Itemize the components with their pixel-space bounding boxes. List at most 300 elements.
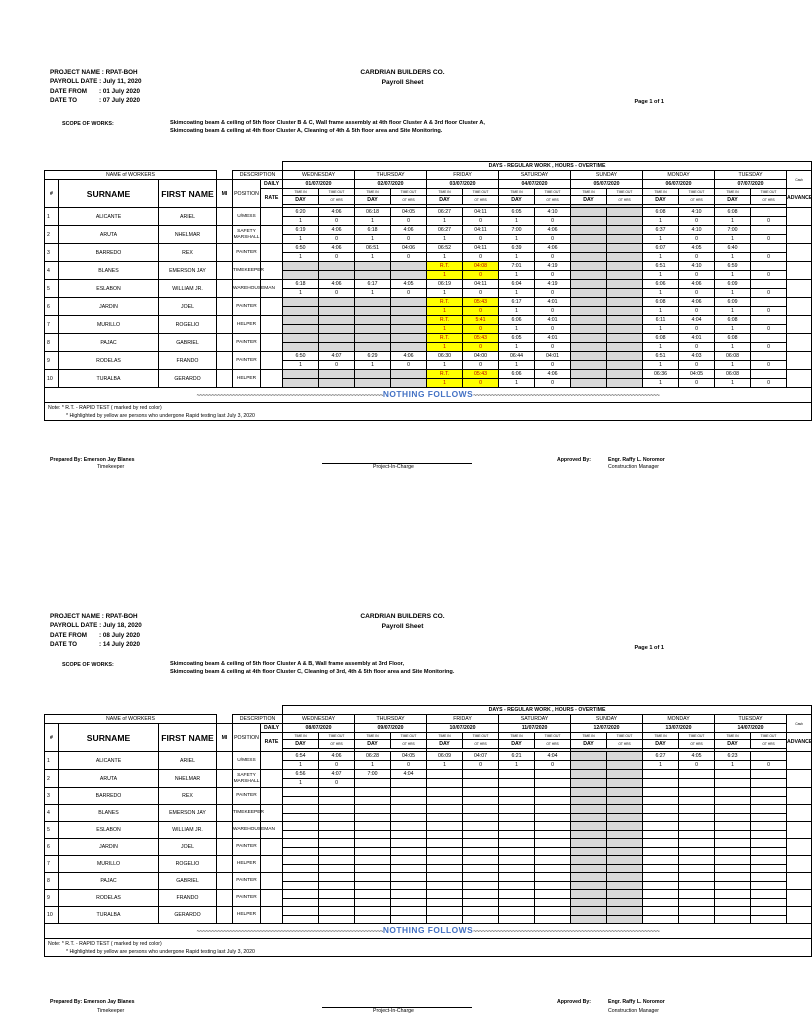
time-out-cell <box>463 856 499 865</box>
time-out-cell: 4:10 <box>679 226 715 235</box>
day-cell <box>355 813 391 822</box>
day-cell: 1 <box>643 235 679 244</box>
time-out-cell <box>607 856 643 865</box>
ot-hrs-cell: 0 <box>535 379 571 388</box>
ot-hrs-header: OT HRS <box>463 740 499 749</box>
time-out-cell <box>319 822 355 831</box>
ot-hrs-cell <box>751 881 787 890</box>
ot-hrs-cell <box>607 864 643 873</box>
daily-header: DAILY <box>261 180 283 189</box>
days-header: DAYS - REGULAR WORK , HOURS - OVERTIME <box>283 706 812 715</box>
day-cell: 1 <box>499 343 535 352</box>
worker-mi <box>217 352 233 370</box>
day-cell: 1 <box>283 289 319 298</box>
ot-hrs-header: OT HRS <box>679 740 715 749</box>
time-in-cell <box>571 262 607 271</box>
day-cell: 1 <box>499 379 535 388</box>
worker-mi <box>217 907 233 924</box>
time-out-header: TIME OUT <box>319 189 355 196</box>
day-cell <box>355 847 391 856</box>
time-out-cell <box>607 244 643 253</box>
time-in-cell: 6:20 <box>283 208 319 217</box>
day-cell <box>571 847 607 856</box>
time-in-cell <box>499 788 535 797</box>
worker-daily-rate <box>261 298 283 316</box>
time-in-cell: 6:50 <box>283 352 319 361</box>
time-in-header: TIME IN <box>643 189 679 196</box>
time-out-cell <box>535 788 571 797</box>
time-out-cell <box>607 907 643 916</box>
worker-mi <box>217 208 233 226</box>
cash-header: Cash <box>787 171 812 189</box>
worker-surname: RODELAS <box>59 890 159 907</box>
time-out-cell <box>607 822 643 831</box>
worker-position: PAINTER <box>233 873 261 890</box>
ot-hrs-cell: 0 <box>535 253 571 262</box>
advance-cell <box>787 856 812 873</box>
ot-hrs-cell <box>319 796 355 805</box>
ot-hrs-cell: 0 <box>679 289 715 298</box>
time-in-cell <box>715 890 751 899</box>
advance-cell <box>787 208 812 226</box>
day-cell: 1 <box>643 307 679 316</box>
time-in-cell <box>427 890 463 899</box>
rate-header: RATE <box>261 189 283 208</box>
day-cell: 1 <box>643 361 679 370</box>
day-header: DAY <box>643 740 679 749</box>
ot-hrs-cell <box>607 307 643 316</box>
sheet-title: Payroll Sheet <box>381 622 424 630</box>
time-out-cell: 04:11 <box>463 244 499 253</box>
day-cell <box>643 864 679 873</box>
ot-hrs-cell <box>319 379 355 388</box>
time-in-cell <box>571 873 607 882</box>
firstname-header: FIRST NAME <box>159 180 217 208</box>
scope-line-2: Skimcoating beam & ceiling at 4th floor Cluster C, Cleaning of 3rd, 4th & 5th floor area and Site Monitoring. <box>170 668 455 675</box>
payroll-table-1 <box>44 161 812 421</box>
worker-mi <box>217 244 233 262</box>
time-in-cell: 6:50 <box>283 244 319 253</box>
ot-hrs-cell <box>679 881 715 890</box>
worker-mi <box>217 822 233 839</box>
ot-hrs-cell <box>607 271 643 280</box>
ot-hrs-cell: 0 <box>463 217 499 226</box>
time-in-cell <box>355 334 391 343</box>
time-out-cell <box>535 856 571 865</box>
ot-hrs-cell <box>607 813 643 822</box>
ot-hrs-cell <box>607 881 643 890</box>
payroll-date: PAYROLL DATE : July 11, 2020 <box>50 78 142 86</box>
time-out-cell <box>535 770 571 779</box>
time-in-header: TIME IN <box>283 733 319 740</box>
time-out-cell <box>319 370 355 379</box>
time-out-cell <box>607 316 643 325</box>
day-cell: 1 <box>715 253 751 262</box>
time-out-header: TIME OUT <box>607 733 643 740</box>
ot-hrs-cell <box>391 864 427 873</box>
advance-cell <box>787 788 812 805</box>
day-cell <box>571 813 607 822</box>
day-cell <box>283 830 319 839</box>
time-out-cell <box>319 907 355 916</box>
worker-position: TIMEKEEPER <box>233 805 261 822</box>
day-cell: 1 <box>355 217 391 226</box>
worker-position: PAINTER <box>233 839 261 856</box>
worker-firstname: WILLIAM JR. <box>159 280 217 298</box>
time-out-cell <box>535 805 571 814</box>
number-header: # <box>45 180 59 208</box>
time-in-cell <box>355 856 391 865</box>
time-in-cell: 06:19 <box>427 280 463 289</box>
day-name-header: WEDNESDAY <box>283 171 355 180</box>
ot-hrs-header: OT HRS <box>751 740 787 749</box>
day-header: DAY <box>355 740 391 749</box>
time-out-cell <box>607 839 643 848</box>
time-out-cell <box>319 334 355 343</box>
time-in-cell <box>571 890 607 899</box>
day-cell <box>355 796 391 805</box>
worker-surname: BLANES <box>59 262 159 280</box>
time-in-cell <box>283 822 319 831</box>
prepared-by: Prepared By: Emerson Jay Blanes <box>50 999 135 1005</box>
date-header: 04/07/2020 <box>499 180 571 189</box>
time-out-cell <box>751 873 787 882</box>
day-cell <box>499 898 535 907</box>
time-in-cell <box>715 907 751 916</box>
day-cell <box>283 881 319 890</box>
ot-hrs-cell: 0 <box>391 361 427 370</box>
time-in-cell <box>283 873 319 882</box>
worker-surname: ALICANTE <box>59 208 159 226</box>
day-header: DAY <box>715 740 751 749</box>
time-in-cell: 6:27 <box>643 752 679 761</box>
time-out-cell: 4:07 <box>319 352 355 361</box>
day-cell <box>571 361 607 370</box>
ot-hrs-header: OT HRS <box>535 740 571 749</box>
ot-hrs-cell <box>319 864 355 873</box>
worker-surname: BLANES <box>59 805 159 822</box>
time-in-cell: 06:52 <box>427 244 463 253</box>
day-cell <box>499 813 535 822</box>
timekeeper-title: Timekeeper <box>97 1008 125 1014</box>
wave-separator-left: ~~~~~~~~~~~~~~~~~~~~~~~~~~~~~~~~~~~~~~~~~~~~~~~~~~~~~~~~~~~~~~ <box>196 393 383 399</box>
day-name-header: SUNDAY <box>571 171 643 180</box>
worker-mi <box>217 856 233 873</box>
advance-cell <box>787 907 812 924</box>
date-header: 08/07/2020 <box>283 724 355 733</box>
day-cell <box>571 379 607 388</box>
time-in-cell <box>571 298 607 307</box>
worker-position: HELPER <box>233 856 261 873</box>
time-in-cell <box>283 805 319 814</box>
time-out-cell: 04:07 <box>463 752 499 761</box>
nothing-follows-text: NOTHING FOLLOWS <box>382 389 474 399</box>
ot-hrs-cell <box>391 796 427 805</box>
worker-firstname: FRANDO <box>159 352 217 370</box>
page-number: Page 1 of 1 <box>634 645 664 651</box>
time-out-header: TIME OUT <box>679 733 715 740</box>
day-cell <box>355 915 391 924</box>
ot-hrs-cell <box>535 864 571 873</box>
day-cell: 1 <box>283 253 319 262</box>
time-in-cell: 06:08 <box>715 370 751 379</box>
ot-hrs-cell <box>319 830 355 839</box>
day-cell: 1 <box>643 379 679 388</box>
day-cell <box>355 343 391 352</box>
ot-hrs-cell <box>535 830 571 839</box>
day-cell: 1 <box>499 307 535 316</box>
time-in-cell <box>355 890 391 899</box>
scope-line-2: Skimcoating beam & ceiling at 4th floor Cluster A, Cleaning of 4th & 5th floor area and Site Monitoring. <box>170 127 443 134</box>
time-out-cell: 4:01 <box>535 298 571 307</box>
day-name-header: WEDNESDAY <box>283 715 355 724</box>
worker-position: HELPER <box>233 907 261 924</box>
day-name-header: TUESDAY <box>715 171 787 180</box>
time-out-cell <box>607 208 643 217</box>
worker-surname: ALICANTE <box>59 752 159 770</box>
worker-daily-rate <box>261 770 283 788</box>
date-to: DATE TO : 07 July 2020 <box>50 97 140 105</box>
ot-hrs-cell: 0 <box>535 289 571 298</box>
scope-label: SCOPE OF WORKS: <box>62 662 114 668</box>
worker-position: PAINTER <box>233 334 261 352</box>
ot-hrs-cell <box>463 796 499 805</box>
time-in-cell <box>499 907 535 916</box>
time-out-cell <box>319 839 355 848</box>
ot-hrs-cell <box>751 915 787 924</box>
time-in-cell <box>715 839 751 848</box>
day-cell <box>715 813 751 822</box>
time-in-cell: 6:09 <box>715 298 751 307</box>
timekeeper-title: Timekeeper <box>97 464 125 470</box>
date-header: 14/07/2020 <box>715 724 787 733</box>
ot-hrs-cell: 0 <box>751 235 787 244</box>
time-out-cell <box>751 208 787 217</box>
day-cell <box>283 898 319 907</box>
day-name-header: SATURDAY <box>499 715 571 724</box>
worker-mi <box>217 890 233 907</box>
ot-hrs-header: OT HRS <box>319 740 355 749</box>
day-name-header: THURSDAY <box>355 171 427 180</box>
day-cell <box>571 830 607 839</box>
worker-position: SAFETY MARSHALL <box>233 226 261 244</box>
time-in-cell: 6:08 <box>643 298 679 307</box>
time-in-cell <box>571 334 607 343</box>
time-in-header: TIME IN <box>499 189 535 196</box>
ot-hrs-header: OT HRS <box>319 196 355 205</box>
time-out-cell: 05:43 <box>463 334 499 343</box>
ot-hrs-cell <box>607 830 643 839</box>
worker-mi <box>217 788 233 805</box>
time-out-cell <box>319 856 355 865</box>
day-cell <box>715 779 751 788</box>
time-out-cell <box>751 298 787 307</box>
row-number: 7 <box>45 316 59 334</box>
approved-by: Approved By: <box>557 457 592 463</box>
row-number: 2 <box>45 226 59 244</box>
time-out-cell <box>319 298 355 307</box>
time-out-cell <box>463 788 499 797</box>
ot-hrs-cell <box>535 813 571 822</box>
time-in-cell: 6:39 <box>499 244 535 253</box>
time-out-cell <box>607 788 643 797</box>
time-out-cell: 04:05 <box>679 370 715 379</box>
time-out-cell <box>751 770 787 779</box>
ot-hrs-cell <box>319 881 355 890</box>
time-out-cell: 4:03 <box>679 352 715 361</box>
ot-hrs-cell: 0 <box>535 271 571 280</box>
time-in-header: TIME IN <box>571 733 607 740</box>
ot-hrs-cell <box>463 898 499 907</box>
time-out-cell: 04:11 <box>463 280 499 289</box>
time-out-cell: 04:00 <box>463 352 499 361</box>
day-cell: 1 <box>715 343 751 352</box>
ot-hrs-cell: 0 <box>463 307 499 316</box>
surname-header: SURNAME <box>59 180 159 208</box>
ot-hrs-cell: 0 <box>463 343 499 352</box>
time-out-cell <box>319 805 355 814</box>
blank-cell <box>217 171 233 180</box>
ot-hrs-cell: 0 <box>751 253 787 262</box>
day-header: DAY <box>499 196 535 205</box>
worker-mi <box>217 752 233 770</box>
worker-daily-rate <box>261 839 283 856</box>
time-out-cell: 04:05 <box>391 752 427 761</box>
worker-mi <box>217 334 233 352</box>
sheet1-header-info <box>50 68 141 106</box>
ot-hrs-cell: 0 <box>535 307 571 316</box>
ot-hrs-cell <box>607 761 643 770</box>
time-in-cell <box>427 770 463 779</box>
worker-firstname: WILLIAM JR. <box>159 822 217 839</box>
worker-daily-rate <box>261 856 283 873</box>
time-in-cell <box>571 208 607 217</box>
time-out-cell <box>319 262 355 271</box>
time-in-cell <box>283 316 319 325</box>
ot-hrs-cell: 0 <box>679 343 715 352</box>
time-in-cell: 6:23 <box>715 752 751 761</box>
time-in-cell <box>283 907 319 916</box>
time-in-cell: 6:06 <box>643 280 679 289</box>
worker-firstname: FRANDO <box>159 890 217 907</box>
day-cell: 1 <box>355 289 391 298</box>
ot-hrs-cell <box>607 289 643 298</box>
day-cell: 1 <box>715 361 751 370</box>
ot-hrs-cell <box>679 796 715 805</box>
time-out-cell <box>319 788 355 797</box>
time-in-cell: 06:27 <box>427 208 463 217</box>
day-cell <box>355 325 391 334</box>
ot-hrs-cell <box>391 881 427 890</box>
ot-hrs-cell <box>679 864 715 873</box>
project-name: PROJECT NAME : RPAT-BOH <box>50 69 138 76</box>
advance-header: ADVANCE <box>787 733 812 752</box>
ot-hrs-cell <box>535 847 571 856</box>
date-header: 13/07/2020 <box>643 724 715 733</box>
row-number: 1 <box>45 208 59 226</box>
date-from: DATE FROM : 01 July 2020 <box>50 87 140 95</box>
day-cell: 1 <box>427 325 463 334</box>
day-cell <box>643 881 679 890</box>
time-in-cell: 6:54 <box>283 752 319 761</box>
time-in-header: TIME IN <box>643 733 679 740</box>
time-in-cell: 6:17 <box>355 280 391 289</box>
ot-hrs-cell: 0 <box>679 361 715 370</box>
time-out-cell: 4:06 <box>535 244 571 253</box>
note-highlight: * Highlighted by yellow are persons who undergone Rapid testing last July 3, 2020 <box>66 412 255 419</box>
worker-surname: ARUTA <box>59 226 159 244</box>
day-header: DAY <box>715 196 751 205</box>
worker-firstname: ARIEL <box>159 208 217 226</box>
time-in-cell: 7:00 <box>355 770 391 779</box>
blank-header-cell <box>45 162 283 171</box>
wave-separator-left: ~~~~~~~~~~~~~~~~~~~~~~~~~~~~~~~~~~~~~~~~~~~~~~~~~~~~~~~~~~~~~~ <box>196 929 383 935</box>
worker-daily-rate <box>261 208 283 226</box>
ot-hrs-cell <box>463 830 499 839</box>
time-out-cell: 04:01 <box>535 352 571 361</box>
ot-hrs-cell: 0 <box>463 379 499 388</box>
time-out-cell <box>607 370 643 379</box>
time-out-cell <box>319 873 355 882</box>
time-in-cell <box>427 873 463 882</box>
nothing-follows-row <box>45 388 812 403</box>
time-in-cell <box>499 805 535 814</box>
day-cell: 1 <box>499 325 535 334</box>
worker-surname: PAJAC <box>59 334 159 352</box>
worker-surname: TURALBA <box>59 907 159 924</box>
row-number: 4 <box>45 262 59 280</box>
mi-header: MI <box>217 724 233 752</box>
date-header: 01/07/2020 <box>283 180 355 189</box>
note-highlight: * Highlighted by yellow are persons who undergone Rapid testing last July 3, 2020 <box>66 948 255 955</box>
sheet-title: Payroll Sheet <box>381 78 424 86</box>
ot-hrs-cell: 0 <box>319 761 355 770</box>
page-number: Page 1 of 1 <box>634 99 664 105</box>
time-in-cell <box>283 298 319 307</box>
worker-surname: BARREDO <box>59 244 159 262</box>
time-out-cell <box>679 856 715 865</box>
blank-header-cell <box>45 706 283 715</box>
time-in-header: TIME IN <box>355 733 391 740</box>
ot-hrs-cell <box>679 847 715 856</box>
scope-line-1: Skimcoating beam & ceiling of 5th floor Cluster A & B, Wall frame assembly at 3rd Floor, <box>170 661 405 667</box>
time-out-cell: 4:04 <box>535 752 571 761</box>
worker-mi <box>217 873 233 890</box>
name-of-workers-header: NAME of WORKERS <box>45 715 217 724</box>
construction-manager: Construction Manager <box>608 1008 660 1014</box>
note-rapid-test: Note: * R.T. - RAPID TEST ( marked by red color) <box>48 404 162 411</box>
day-cell <box>571 307 607 316</box>
day-cell <box>715 898 751 907</box>
company-header <box>320 68 485 87</box>
day-cell: 1 <box>499 289 535 298</box>
row-number: 7 <box>45 856 59 873</box>
worker-firstname: NHELMAR <box>159 226 217 244</box>
advance-cell <box>787 352 812 370</box>
row-number: 8 <box>45 334 59 352</box>
day-cell <box>571 898 607 907</box>
time-out-cell <box>391 298 427 307</box>
time-out-cell: 4:01 <box>535 316 571 325</box>
time-in-cell <box>499 839 535 848</box>
day-cell: 1 <box>283 361 319 370</box>
ot-hrs-cell: 0 <box>463 289 499 298</box>
daily-header: DAILY <box>261 724 283 733</box>
day-cell: 1 <box>643 343 679 352</box>
day-cell: 1 <box>643 253 679 262</box>
ot-hrs-header: OT HRS <box>607 740 643 749</box>
day-cell <box>571 779 607 788</box>
